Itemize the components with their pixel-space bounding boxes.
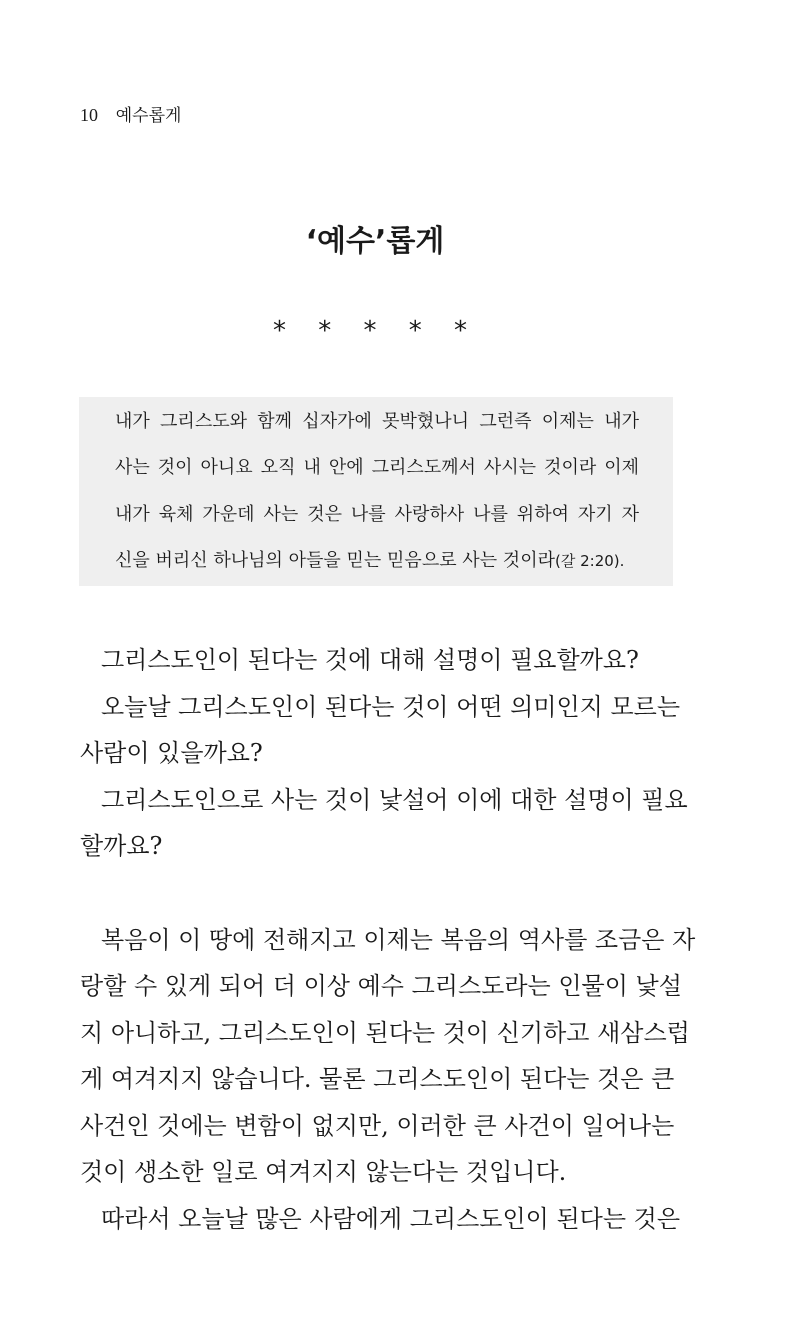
epigraph-line bbox=[115, 549, 639, 573]
running-head bbox=[80, 104, 181, 127]
body-line: 것이 생소한 일로 여겨지지 않는다는 것입니다. bbox=[80, 1158, 567, 1186]
body-line: 사람이 있을까요? bbox=[80, 739, 263, 767]
body-line: 할까요? bbox=[80, 832, 163, 860]
epigraph-line: 내가 그리스도와 함께 십자가에 못박혔나니 그런즉 이제는 내가 bbox=[115, 411, 639, 432]
page-number: 10 bbox=[80, 105, 98, 125]
section-ornament: * * * * * bbox=[272, 316, 480, 346]
epigraph-line: 사는 것이 아니요 오직 내 안에 그리스도께서 사시는 것이라 이제 bbox=[115, 457, 639, 478]
epigraph-line: 내가 육체 가운데 사는 것은 나를 사랑하사 나를 위하여 자기 자 bbox=[115, 504, 639, 525]
epigraph-box bbox=[79, 397, 673, 586]
body-line: 그리스도인이 된다는 것에 대해 설명이 필요할까요? bbox=[101, 646, 639, 674]
epigraph-text: 신을 버리신 하나님의 아들을 믿는 믿음으로 사는 것이라 bbox=[115, 550, 555, 571]
body-line: 지 아니하고, 그리스도인이 된다는 것이 신기하고 새삼스럽 bbox=[80, 1019, 690, 1047]
body-line: 게 여겨지지 않습니다. 물론 그리스도인이 된다는 것은 큰 bbox=[80, 1065, 675, 1093]
body-line: 사건인 것에는 변함이 없지만, 이러한 큰 사건이 일어나는 bbox=[80, 1112, 675, 1140]
body-line: 그리스도인으로 사는 것이 낯설어 이에 대한 설명이 필요 bbox=[101, 786, 688, 814]
scripture-reference: (갈 2:20). bbox=[554, 552, 625, 570]
body-line: 복음이 이 땅에 전해지고 이제는 복음의 역사를 조금은 자 bbox=[101, 926, 696, 954]
running-head-title: 예수롭게 bbox=[115, 106, 182, 126]
body-line: 랑할 수 있게 되어 더 이상 예수 그리스도라는 인물이 낯설 bbox=[80, 972, 682, 1000]
body-line: 따라서 오늘날 많은 사람에게 그리스도인이 된다는 것은 bbox=[101, 1205, 681, 1233]
chapter-title: ‘예수’롭게 bbox=[305, 224, 445, 259]
body-line: 오늘날 그리스도인이 된다는 것이 어떤 의미인지 모르는 bbox=[101, 693, 681, 721]
